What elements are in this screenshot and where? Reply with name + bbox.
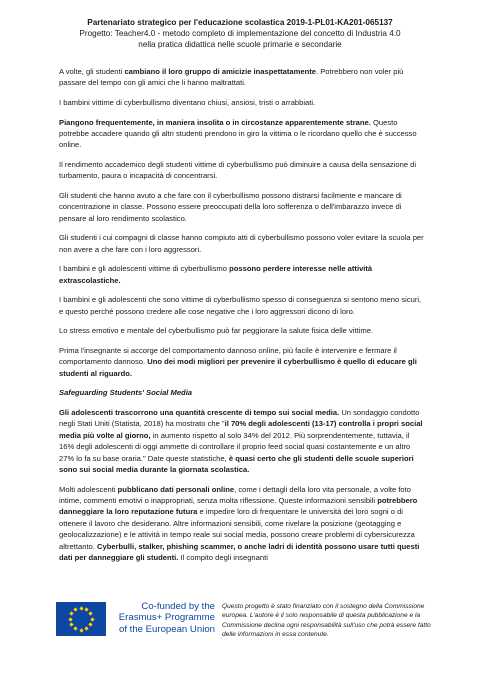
section-subheading: Safeguarding Students' Social Media: [59, 388, 193, 398]
disclaimer-text: Questo progetto è stato finanziato con il sostegno della Commissione europea. L'autore è il solo responsabile di questa pubblicazione e la Commissione declina ogni responsabilità sull'uso che potrà essere fatto delle informazioni in essa contenute.: [222, 603, 431, 638]
text-run: , come i dettagli della loro vita personale, a volte foto intime, commenti emotivi o inappropriati, senza molta riflessione. Queste informazioni sensibili: [59, 484, 411, 506]
star-icon: [84, 607, 88, 611]
bold-text: cambiano il loro gruppo di amicizie inaspettatamente: [124, 67, 317, 76]
body-paragraph: [59, 325, 424, 336]
star-icon: [79, 606, 83, 610]
header-project-line-2: nella pratica didattica nelle scuole primarie e secondarie: [138, 40, 342, 49]
cofund-line-3: of the European Union: [118, 623, 215, 635]
star-icon: [73, 626, 77, 630]
document-header: [40, 17, 440, 50]
body-paragraph: [59, 190, 424, 224]
body-paragraph: [59, 263, 424, 286]
body-paragraph: [59, 407, 424, 475]
text-run: e impedire loro di frequentare le università dei loro sogni o di ottenere il lavoro che desiderano. Altre informazioni sensibili, come rivelare la posizione (geotagging e geolocalizzazione) e le attività in tempo reale sui social media, possono creare problemi di cybersicurezza altrettanto.: [59, 507, 415, 551]
body-paragraph: [59, 294, 424, 317]
body-paragraph: [59, 117, 424, 151]
bold-text: è quasi certo che gli studenti delle scuole superiori sono sui social media durante la giornata scolastica.: [59, 453, 414, 475]
bold-text: possono perdere interesse nelle attività extrascolastiche.: [59, 264, 373, 285]
text-run: I bambini vittime di cyberbullismo diventano chiusi, ansiosi, tristi o arrabbiati.: [59, 98, 316, 107]
paragraph-group-2: [59, 407, 424, 563]
text-run: Questo potrebbe accadere quando gli altri studenti prendono in giro la vittima o le ricordano quello che è successo online.: [59, 117, 417, 150]
cofunded-label: [111, 601, 215, 635]
star-icon: [69, 622, 73, 626]
text-run: Gli studenti i cui compagni di classe hanno compiuto atti di cyberbullismo possono voler evitare la scuola per non avere a che fare con i loro aggressori.: [59, 233, 424, 254]
text-run: I bambini e gli adolescenti vittime di cyberbullismo: [59, 264, 230, 274]
star-icon: [90, 617, 94, 621]
star-icon: [79, 628, 83, 632]
body-paragraph: [59, 159, 424, 182]
cofund-line-1: Co-funded by the: [141, 601, 215, 612]
text-run: Il compito degli insegnanti: [178, 553, 268, 563]
text-run: Molti adolescenti: [59, 484, 118, 494]
text-run: Prima l'insegnante si accorge del comportamento dannoso online, più facile è intervenire e fermare il comportamento dannoso.: [59, 346, 397, 367]
bold-text: pubblicano dati personali online: [117, 484, 235, 494]
cofund-line-2: Erasmus+ Programme: [118, 612, 215, 624]
bold-text: Uno dei modi migliori per prevenire il cyberbullismo è quello di educare gli studenti al riguardo.: [59, 357, 417, 378]
body-paragraph: [59, 232, 424, 255]
text-run: A volte, gli studenti: [59, 67, 125, 76]
body-paragraph: [59, 97, 424, 108]
bold-text: Cyberbulli, stalker, phishing scammer, o anche ladri di identità possono usare tutti questi dati per danneggiare gli studenti.: [59, 541, 420, 563]
header-project-line: Progetto: Teacher4.0 - metodo completo di implementazione del concetto di Industria 4.0: [79, 29, 401, 38]
bold-text: il 70% degli adolescenti (13-17) controlla i propri social media più volte al giorno,: [59, 419, 423, 440]
bold-text: Piangono frequentemente, in maniera insolita o in circostanze apparentemente strane.: [59, 117, 371, 127]
star-icon: [88, 622, 92, 626]
star-icon: [88, 611, 92, 615]
star-icon: [73, 607, 77, 611]
text-run: I bambini e gli adolescenti che sono vittime di cyberbullismo spesso di conseguenza si sentono meno sicuri, e questo perché possono credere alle cose negative che i loro aggressori dicono di loro.: [59, 295, 422, 316]
star-icon: [69, 611, 73, 615]
bold-text: potrebbero danneggiare la loro reputazione futura: [59, 496, 418, 517]
paragraph-group-1: [59, 66, 424, 379]
bold-text: Gli adolescenti trascorrono una quantità crescente di tempo sui social media.: [59, 408, 340, 417]
body-paragraph: [59, 66, 424, 89]
body-paragraph: [59, 484, 424, 564]
document-footer: [0, 592, 480, 652]
body-paragraph: [59, 345, 424, 379]
star-icon: [68, 617, 72, 621]
text-run: Il rendimento accademico degli studenti vittime di cyberbullismo può diminuire a causa della sensazione di turbamento, paura o incapacità di concentrarsi.: [59, 160, 417, 181]
text-run: in aumento rispetto al solo 34% del 2012. Più sorprendentemente, tuttavia, il 16% degli adolescenti di oggi ammette di controllare il proprio feed social quasi costantemente e un altro 27% lo fa su base oraria." Date queste statistiche,: [59, 430, 411, 463]
text-run: Un sondaggio condotto negli Stati Uniti (Statista, 2018) ha mostrato che ": [59, 408, 420, 429]
header-partnership-line: Partenariato strategico per l'educazione scolastica 2019-1-PL01-KA201-065137: [87, 18, 393, 27]
text-run: Gli studenti che hanno avuto a che fare con il cyberbullismo possono distrarsi facilmente e mancare di concentrazione in classe. Possono essere preoccupati della loro sofferenza o dell'imbarazzo invece di pensare al loro rendimento scolastico.: [59, 191, 402, 223]
document-body: [59, 66, 424, 572]
text-run: Lo stress emotivo e mentale del cyberbullismo può far peggiorare la salute fisica delle vittime.: [59, 326, 374, 336]
star-icon: [84, 626, 88, 630]
eu-flag-icon: [56, 602, 106, 636]
text-run: . Potrebbero non voler più passare del tempo con gli amici che li hanno maltrattati.: [59, 67, 404, 88]
